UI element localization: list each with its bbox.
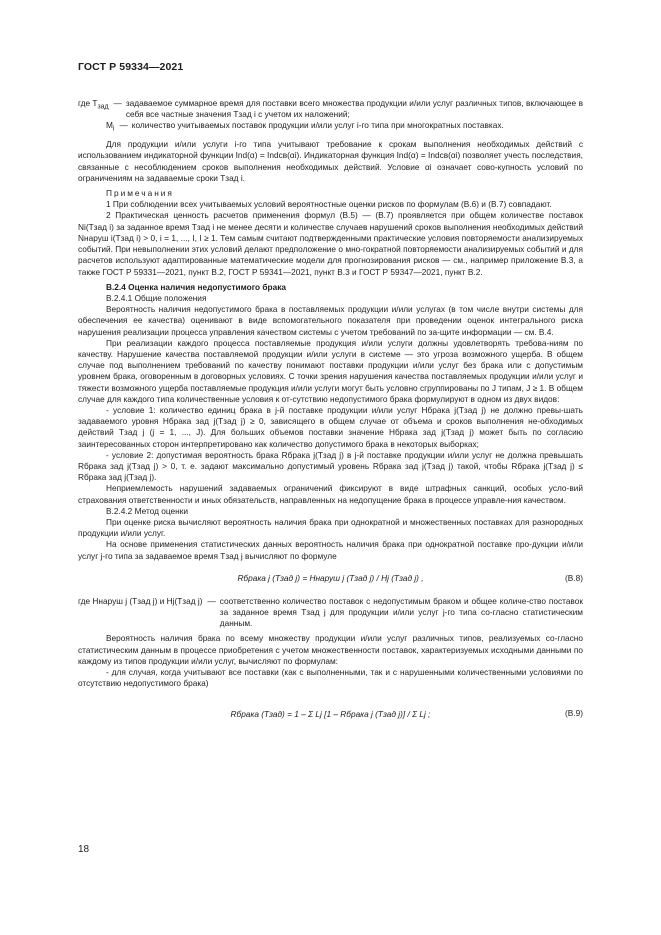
paragraph: На основе применения статистических данных вероятность наличия брака при однократной поставке про-дукции и/или услуг j-го типа за задаваемое время Tзад j вычисляют по формуле — [78, 539, 583, 561]
formula-expression: Rбрака j (Tзад j) = Hнаруш j (Tзад j) / Hj (Tзад j) , — [237, 573, 424, 584]
paragraph: При реализации каждого процесса поставляемые продукция и/или услуги должны удовлетворять требова-ниям по качеству. Нарушение качества поставляемой продукции и/или услуги в системе — это угроза возможного ущерба. В общем случае под выполнением требований по качеству понимают поставки продукции и/или услуг без брака или с допустимым уровнем брака, оговоренным в договорных условиях. С точки зрения нарушения качества поставляемых продукции и/или услуг и тяжести возможного ущерба поставляемые продукция и/или услуги могут быть условно сгруппированы по J типам, J ≥ 1. В общем случае для каждого типа количественные условия к от-сутствию недопустимого брака формулируют в одном из двух видов: — [78, 337, 583, 404]
subsection-title: В.2.4.2 Метод оценки — [106, 505, 188, 516]
definition-symbol: $M_i$ — [106, 120, 115, 134]
note-item: 2 Практическая ценность расчетов применения формул (В.5) — (В.7) проявляется при общем количестве поставок Ni(Tзад i) за заданное время Tзад i не менее десяти и количестве случаев нарушений сроков выполнения необходимых действий Nнаруш i(Tзад i) > 0, i = 1, ..., I, I ≥ 1. Тем самым считают подтвержденными практические условия повторяемости анализируемых событий. При невыполнении этих условий делают предположение о мно-гократной повторяемости анализируемых событий и для расчетов используют адаптированные математические модели для прогнозирования рисков — см., например приложение В.3, а также ГОСТ Р 59331—2021, пункт В.2, ГОСТ Р 59341—2021, пункт В.3 и ГОСТ Р 59347—2021, пункт В.2. — [78, 210, 583, 277]
definition-text: количество учитываемых поставок продукции и/или услуг i-го типа при многократных поставках. — [131, 120, 504, 131]
formula-b9 — [78, 694, 583, 734]
document-header: ГОСТ Р 59334—2021 — [78, 61, 184, 73]
definition-item: где $T_{зад}$ — задаваемое суммарное время для поставки всего множества продукции и/или услуг различных типов, включающее в себя все частные значения Tзад i с учетом их наложений; — [78, 98, 583, 120]
list-item: - для случая, когда учитывают все поставки (как с выполненными, так и с нарушенными количественными условиями по отсутствию недопустимого брака) — [78, 667, 583, 689]
document-body — [78, 98, 583, 739]
list-item: - условие 1: количество единиц брака в j-й поставке продукции и/или услуг Hбрака j(Tзад j) не должно превы-шать задаваемого уровня Hбрака зад j(Tзад j) ≥ 0, зависящего в общем случае от объема и сроков выполнения не-обходимых действий Tзад j (j = 1, ..., J). Для больших объемов поставки значение Hбрака зад j(Tзад j) может быть по согласию заинтересованных сторон интерпретировано как количество допустимого брака в некоторых выборках; — [78, 404, 583, 449]
list-item: - условие 2: допустимая вероятность брака Rбрака j(Tзад j) в j-й поставке продукции и/или услуг не должна превышать Rбрака зад j(Tзад j) > 0, т. е. задают максимально допустимый уровень Rбрака зад j(Tзад j) такой, чтобы Rбрака j(Tзад j) ≤ Rбрака зад j(Tзад j). — [78, 449, 583, 483]
formula-number: (В.8) — [565, 572, 583, 583]
formula-expression: Rбрака (Tзад) = 1 – Σ Lj [1 – Rбрака j (Tзад j)] / Σ Lj ; — [230, 708, 431, 719]
section-title: В.2.4 Оценка наличия недопустимого брака — [106, 281, 286, 292]
definition-symbol: где Hнаруш j (Tзад j) и Hj(Tзад j) — [78, 595, 203, 606]
formula-b8 — [78, 567, 583, 591]
page-number: 18 — [78, 844, 90, 855]
formula-number: (В.9) — [565, 708, 583, 719]
paragraph: Неприемлемость нарушений задаваемых ограничений фиксируют в виде штрафных санкций, особых усло-вий страхования ответственности и иных обязательств, направленных на недопущение брака в процессе управле-ния качеством. — [78, 483, 583, 505]
paragraph: Для продукции и/или услуги i-го типа учитывают требование к срокам выполнения необходимых действий с использованием индикаторной функции Ind(α) = Indсв(αi). Индикаторная функция Ind(α) = Indсв(αi) позволяет учесть последствия, связанные с несоблюдением сроков выполнения необходимых действий. Условие αi означает сово-купность условий по ограничениям на задаваемые сроки Tзад i. — [78, 139, 583, 183]
definition-item: $M_i$ — количество учитываемых поставок продукции и/или услуг i-го типа при многократных поставках. — [78, 120, 583, 135]
paragraph: При оценке риска вычисляют вероятность наличия брака при однократной и множественных поставках для разнородных продукции и/или услуг. — [78, 516, 583, 539]
definition-symbol: где $T_{зад}$ — [78, 98, 109, 111]
definition-item: где Hнаруш j (Tзад j) и Hj(Tзад j) — соответственно количество поставок с недопустимым браком и общее количе-ство поставок за заданное время Tзад j для продукции и/или услуг j-го типа со-гласно статистическим данным. — [78, 595, 583, 629]
paragraph: Вероятность наличия недопустимого брака в поставляемых продукции и/или услугах (в том числе внутри системы для обеспечения ее качества) оценивают в виде вспомогательного показателя при проведении оценок интегрального риска нарушения реализации процесса управления качеством системы с учетом требований по за-щите информации — см. В.4. — [78, 304, 583, 337]
paragraph: Вероятность наличия брака по всему множеству продукции и/или услуг различных типов, реализуемых со-гласно статистическим данным в процессе приобретения с учетом множественности поставок, характеризуемых исходными данными по каждому из типов продукции и/или услуг, вычисляют по формулам: — [78, 633, 583, 666]
definition-text: задаваемое суммарное время для поставки всего множества продукции и/или услуг различных типов, включающее в себя все частные значения Tзад i с учетом их наложений; — [125, 98, 583, 120]
subsection-title: В.2.4.1 Общие положения — [106, 292, 207, 303]
definition-text: соответственно количество поставок с недопустимым браком и общее количе-ство поставок за заданное время Tзад j для продукции и/или услуг j-го типа со-гласно статистическим данным. — [219, 595, 583, 629]
note-item: 1 При соблюдении всех учитываемых условий вероятностные оценки рисков по формулам (В.6) и (В.7) совпадают. — [106, 199, 552, 210]
note-title: Примечания — [106, 188, 174, 199]
